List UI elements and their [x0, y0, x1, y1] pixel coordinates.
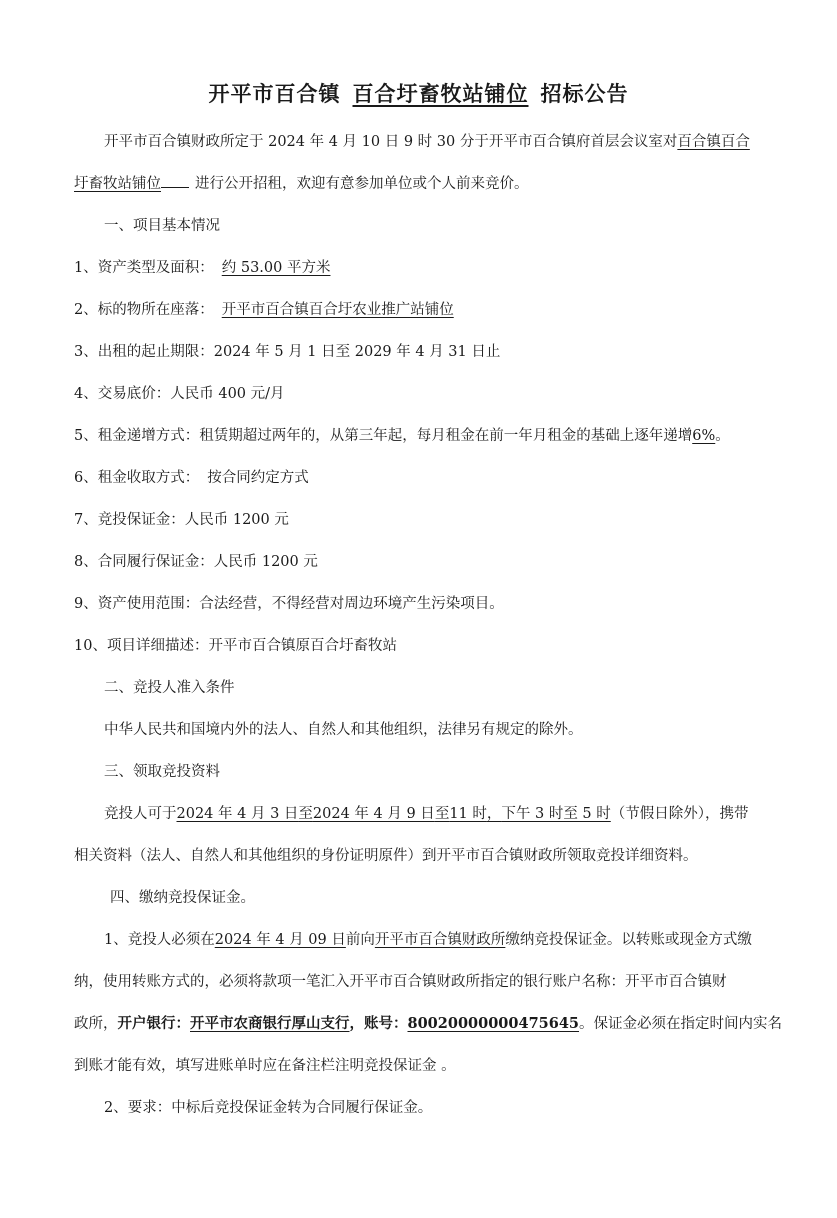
item-label: 10、项目详细描述：	[74, 638, 209, 654]
item-1	[74, 258, 338, 278]
item-value: 租赁期超过两年的，从第三年起，每月租金在前一年月租金的基础上逐年递增	[199, 428, 693, 444]
section2-heading: 二、竞投人准入条件	[104, 680, 235, 696]
item-rate: 6%	[692, 428, 716, 444]
intro-line-2	[74, 174, 529, 194]
item-value: 约 53.00 平方米	[221, 260, 331, 276]
item-value: 合法经营，不得经营对周边环境产生污染项目。	[199, 596, 504, 612]
text-fragment: 缴纳竞投保证金。以转账或现金方式缴	[505, 932, 752, 948]
deposit-deadline: 2024 年 4 月 09 日	[214, 932, 346, 948]
text-fragment: （节假日除外），携带	[610, 806, 749, 822]
item-value: 2024 年 5 月 1 日至 2029 年 4 月 31 日止	[213, 344, 501, 360]
item-value: 人民币 1200 元	[184, 512, 289, 528]
section4-p1-line-4: 到账才能有效，填写进账单时应在备注栏注明竞投保证金 。	[74, 1058, 456, 1074]
section2-text: 中华人民共和国境内外的法人、自然人和其他组织，法律另有规定的除外。	[104, 722, 583, 738]
bank-label: 开户银行：	[117, 1015, 190, 1032]
text-fragment: 前向	[345, 932, 375, 948]
deposit-org: 开平市百合镇财政所	[374, 932, 506, 948]
section3-line-2: 相关资料（法人、自然人和其他组织的身份证明原件）到开平市百合镇财政所领取竞投详细资料。	[74, 848, 698, 864]
section4-p1-line-1	[104, 930, 752, 950]
item-label: 6、租金收取方式：	[74, 470, 200, 486]
account-number: 80020000000475645	[407, 1015, 580, 1032]
intro-line-1	[104, 132, 750, 152]
item-label: 2、标的物所在座落：	[74, 302, 214, 318]
item-label: 9、资产使用范围：	[74, 596, 200, 612]
bank-name: 开平市农商银行厚山支行	[190, 1015, 350, 1032]
section4-p2: 2、要求：中标后竞投保证金转为合同履行保证金。	[104, 1100, 433, 1116]
item-value: 人民币 1200 元	[213, 554, 318, 570]
item-3	[74, 342, 500, 362]
item-value: 开平市百合镇原百合圩畜牧站	[208, 638, 397, 654]
text-fragment: 竞投人可于	[104, 806, 177, 822]
section4-p1-line-3	[74, 1014, 782, 1034]
intro-text-2: 进行公开招租，欢迎有意参加单位或个人前来竞价。	[195, 176, 529, 192]
section4-p1-line-2: 纳，使用转账方式的，必须将款项一笔汇入开平市百合镇财政所指定的银行账户名称：开平市百合镇财	[74, 974, 727, 990]
item-label: 4、交易底价：	[74, 386, 171, 402]
item-value: 人民币 400 元/月	[170, 386, 285, 402]
item-7	[74, 510, 289, 530]
date-end: 2024 年 4 月 9 日	[312, 806, 435, 822]
time-afternoon: 下午 3 时至 5 时	[501, 806, 611, 822]
item-end: 。	[715, 428, 730, 444]
item-8	[74, 552, 318, 572]
section4-heading: 四、缴纳竞投保证金。	[110, 890, 255, 906]
item-value: 按合同约定方式	[207, 470, 309, 486]
item-10	[74, 636, 397, 656]
date-start: 2024 年 4 月 3 日	[176, 806, 299, 822]
intro-subject-part2: 圩畜牧站铺位	[74, 176, 161, 192]
item-2	[74, 300, 482, 320]
intro-subject-part1: 百合镇百合	[677, 134, 750, 150]
title-subject: 百合圩畜牧站铺位	[352, 81, 529, 106]
title-suffix: 招标公告	[540, 81, 629, 106]
item-4	[74, 384, 285, 404]
item-5	[74, 426, 730, 446]
account-label: ，账号：	[349, 1015, 408, 1032]
text-fragment: 。保证金必须在指定时间内实名	[579, 1016, 783, 1032]
item-label: 7、竞投保证金：	[74, 512, 185, 528]
item-9	[74, 594, 504, 614]
text-fragment: 1、竞投人必须在	[104, 932, 215, 948]
title-prefix: 开平市百合镇	[208, 81, 341, 106]
item-label: 8、合同履行保证金：	[74, 554, 214, 570]
blank-underline	[161, 187, 189, 188]
page-title	[0, 78, 837, 108]
text-fragment: 政所，	[74, 1016, 118, 1032]
section3-heading: 三、领取竞投资料	[104, 764, 220, 780]
intro-text: 开平市百合镇财政所定于 2024 年 4 月 10 日 9 时 30 分于开平市百合镇府首层会议室对	[104, 134, 678, 150]
text-fragment: 至	[298, 806, 313, 822]
text-fragment: 至	[434, 806, 450, 822]
section3-line-1	[104, 804, 749, 824]
item-value: 开平市百合镇百合圩农业推广站铺位	[221, 302, 454, 318]
time-morning: 11 时	[449, 806, 487, 822]
item-label: 3、出租的起止期限：	[74, 344, 214, 360]
item-label: 5、租金递增方式：	[74, 428, 200, 444]
item-6	[74, 468, 309, 488]
item-label: 1、资产类型及面积：	[74, 260, 214, 276]
text-fragment: ，	[486, 806, 502, 822]
section1-heading: 一、项目基本情况	[104, 218, 220, 234]
